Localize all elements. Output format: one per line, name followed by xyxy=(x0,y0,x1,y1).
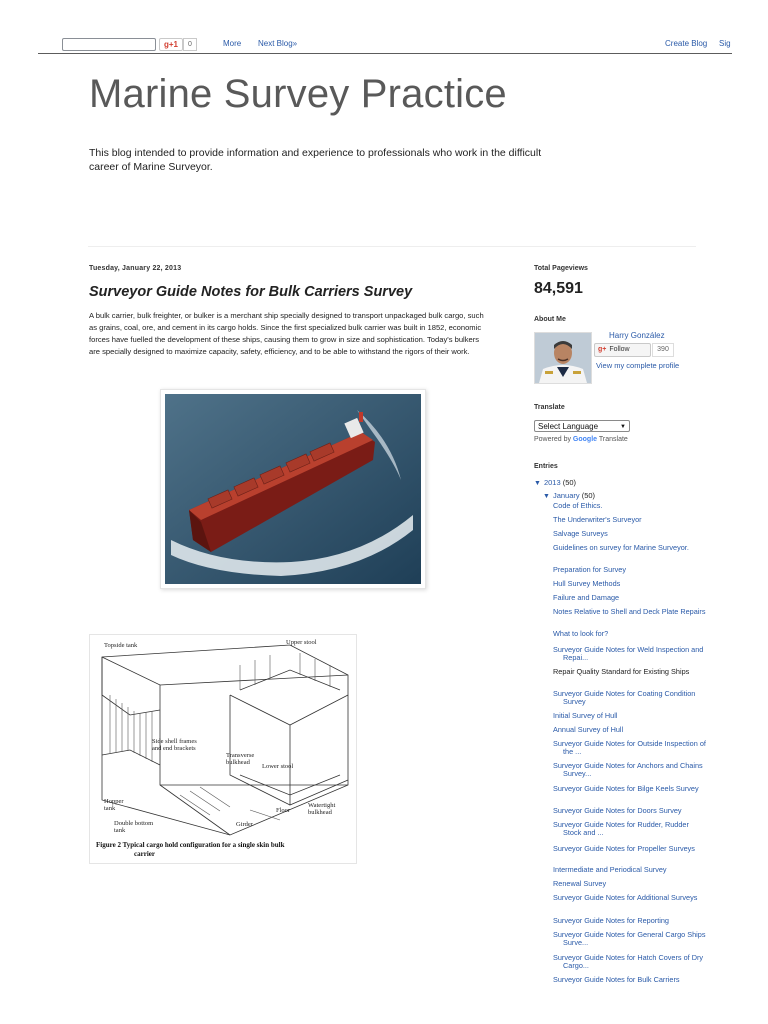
archive-post-link[interactable]: Repair Quality Standard for Existing Ships xyxy=(553,667,690,676)
expand-triangle-icon[interactable]: ▼ xyxy=(534,480,541,487)
label-topside-tank: Topside tank xyxy=(104,642,138,649)
archive-post-link[interactable]: Surveyor Guide Notes for Hatch Covers of Dry Cargo... xyxy=(553,953,704,970)
about-me-heading: About Me xyxy=(534,316,566,323)
archive-post-link[interactable]: Surveyor Guide Notes for General Cargo Ships Surve... xyxy=(553,930,706,947)
google-plus-count: 0 xyxy=(183,38,197,51)
label-hopper-tank: tank xyxy=(104,805,116,812)
label-lower-stool: Lower stool xyxy=(262,763,294,770)
label-db-tank: tank xyxy=(114,827,126,834)
translate-link[interactable]: Translate xyxy=(598,436,628,443)
pageviews-heading: Total Pageviews xyxy=(534,265,588,272)
archive-post-link[interactable]: Surveyor Guide Notes for Bilge Keels Survey xyxy=(553,784,699,793)
profile-name-link[interactable]: Harry González xyxy=(609,331,665,340)
label-watertight: Watertight xyxy=(308,802,336,809)
next-blog-link[interactable]: Next Blog» xyxy=(258,39,298,48)
label-floor: Floor xyxy=(276,807,291,814)
archive-post-link[interactable]: Surveyor Guide Notes for Rudder, Rudder Stock and ... xyxy=(553,820,689,837)
archive-month-label[interactable]: January xyxy=(552,491,580,500)
label-end-brackets: and end brackets xyxy=(152,745,196,752)
archive-year[interactable] xyxy=(534,478,576,487)
follower-count: 390 xyxy=(652,343,674,357)
archive-post-link[interactable]: Notes Relative to Shell and Deck Plate Repairs xyxy=(553,607,706,616)
label-double-bottom: Double bottom xyxy=(114,820,154,827)
avatar-image xyxy=(535,333,591,383)
diagram-caption-line2: carrier xyxy=(134,850,155,858)
follow-label: Follow xyxy=(609,346,630,353)
archive-post-link[interactable]: The Underwriter's Surveyor xyxy=(553,515,642,524)
archive-post-link[interactable]: What to look for? xyxy=(553,629,609,638)
profile-avatar[interactable] xyxy=(534,332,592,384)
language-select[interactable] xyxy=(534,420,630,432)
label-wt-bulkhead: bulkhead xyxy=(308,809,332,816)
cargo-hold-diagram[interactable] xyxy=(89,634,357,864)
blog-description: This blog intended to provide information and experience to professionals who work in the difficult career of Marine Surveyor. xyxy=(89,147,542,173)
header-divider xyxy=(88,246,696,247)
cargo-hold-drawing xyxy=(90,635,356,863)
archive-post-link[interactable]: Renewal Survey xyxy=(553,879,607,888)
archive-post-link[interactable]: Surveyor Guide Notes for Propeller Surveys xyxy=(553,844,695,853)
archive-post-link[interactable]: Surveyor Guide Notes for Bulk Carriers xyxy=(553,975,680,984)
archive-post-link[interactable]: Salvage Surveys xyxy=(553,529,608,538)
archive-post-link[interactable]: Surveyor Guide Notes for Coating Condition Survey xyxy=(553,689,696,706)
google-plus-icon: g+ xyxy=(598,346,607,353)
post-title[interactable]: Surveyor Guide Notes for Bulk Carriers Survey xyxy=(89,284,413,300)
archive-post-link[interactable]: Intermediate and Periodical Survey xyxy=(553,865,667,874)
create-blog-link[interactable]: Create Blog xyxy=(665,39,708,48)
archive-post-link[interactable]: Surveyor Guide Notes for Outside Inspection of the ... xyxy=(553,739,706,756)
archive-post-link[interactable]: Surveyor Guide Notes for Weld Inspection and Repai... xyxy=(553,645,704,662)
google-plus-one-button[interactable]: g+1 xyxy=(159,38,183,51)
diagram-caption-line1: Figure 2 Typical cargo hold configuration for a single skin bulk xyxy=(96,841,285,849)
blogger-navbar xyxy=(0,0,768,54)
google-logo-text: Google xyxy=(572,436,598,443)
view-profile-link[interactable]: View my complete profile xyxy=(596,361,680,370)
archive-post-link[interactable]: Failure and Damage xyxy=(553,593,620,602)
expand-triangle-icon[interactable]: ▼ xyxy=(543,493,550,500)
follow-button[interactable] xyxy=(594,343,651,357)
translate-heading: Translate xyxy=(534,404,565,411)
label-hopper: Hopper xyxy=(104,798,124,805)
entries-heading: Entries xyxy=(534,463,558,470)
powered-by-text: Powered by xyxy=(534,436,571,443)
language-select-value: Select Language xyxy=(538,422,599,431)
archive-month[interactable] xyxy=(543,491,595,500)
label-bulkhead: bulkhead xyxy=(226,759,250,766)
archive-post-link[interactable]: Code of Ethics. xyxy=(553,501,603,510)
archive-post-link[interactable]: Initial Survey of Hull xyxy=(553,711,618,720)
blog-title[interactable]: Marine Survey Practice xyxy=(89,72,507,116)
pageviews-count: 84,591 xyxy=(534,280,583,297)
label-side-shell: Side shell frames xyxy=(152,738,197,745)
archive-post-link[interactable]: Guidelines on survey for Marine Surveyor. xyxy=(553,543,689,552)
sign-in-link[interactable]: Sig xyxy=(719,39,731,48)
label-upper-stool: Upper stool xyxy=(286,639,317,646)
navbar-divider xyxy=(38,53,732,54)
search-input[interactable] xyxy=(62,38,156,51)
archive-post-link[interactable]: Surveyor Guide Notes for Doors Survey xyxy=(553,806,682,815)
archive-post-link[interactable]: Preparation for Survey xyxy=(553,565,627,574)
archive-post-link[interactable]: Surveyor Guide Notes for Reporting xyxy=(553,916,669,925)
archive-post-link[interactable]: Surveyor Guide Notes for Additional Surveys xyxy=(553,893,698,902)
archive-month-count: (50) xyxy=(581,491,596,500)
more-link[interactable]: More xyxy=(223,39,242,48)
archive-post-link[interactable]: Annual Survey of Hull xyxy=(553,725,624,734)
bulk-carrier-photo[interactable] xyxy=(160,389,426,589)
ship-illustration xyxy=(161,390,425,588)
post-date: Tuesday, January 22, 2013 xyxy=(89,265,182,272)
archive-year-count: (50) xyxy=(562,478,577,487)
post-body-text: A bulk carrier, bulk freighter, or bulker is a merchant ship specially designed to transport unpackaged bulk cargo, such as grains, coal, ore, and cement in its cargo holds. Since the first specialized bulk carrier was built in 1852, economic forces have fuelled the development of these ships, causing them to grow in size and sophistication. Today's bulkers are specially designed to maximize capacity, safety, efficiency, and to be able to withstand the rigors of their work. xyxy=(89,311,484,356)
archive-post-link[interactable]: Hull Survey Methods xyxy=(553,579,621,588)
label-girder: Girder xyxy=(236,821,253,828)
archive-year-label[interactable]: 2013 xyxy=(543,478,561,487)
dropdown-arrow-icon: ▼ xyxy=(620,424,626,430)
archive-post-link[interactable]: Surveyor Guide Notes for Anchors and Chains Survey... xyxy=(553,761,703,778)
powered-by-google xyxy=(534,436,628,443)
label-transverse: Transverse xyxy=(226,752,255,759)
